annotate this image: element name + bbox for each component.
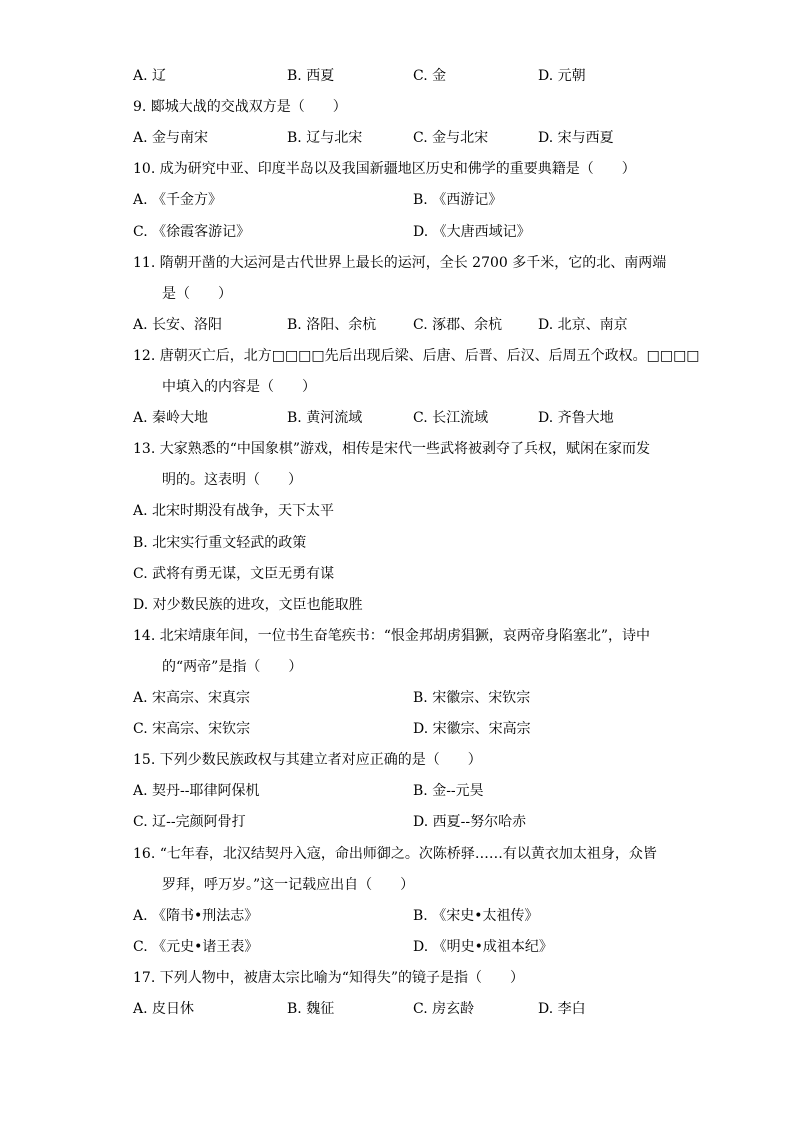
question-stem-continued: 是（ ） bbox=[162, 285, 232, 302]
q14-options-row bbox=[0, 688, 794, 708]
q16-options-row bbox=[0, 906, 794, 926]
answer-option[interactable]: D. 李白 bbox=[538, 1001, 586, 1017]
q15-options-row bbox=[0, 781, 794, 801]
answer-option[interactable]: B. 魏征 bbox=[287, 1001, 335, 1017]
question-stem: 17. 下列人物中，被唐太宗比喻为“知得失”的镜子是指（ ） bbox=[133, 969, 525, 986]
answer-option[interactable]: B. 《宋史•太祖传》 bbox=[413, 907, 539, 924]
question-stem-continued: 中填入的内容是（ ） bbox=[162, 379, 316, 395]
q14-options-row bbox=[0, 719, 794, 739]
answer-option[interactable]: C. 辽--完颜阿骨打 bbox=[133, 814, 246, 831]
answer-option[interactable]: C. 金与北宋 bbox=[413, 130, 489, 147]
answer-option[interactable]: B. 辽与北宋 bbox=[287, 130, 363, 147]
q17-options-row bbox=[0, 999, 794, 1019]
answer-option[interactable]: D. 西夏--努尔哈赤 bbox=[413, 814, 527, 831]
answer-option[interactable]: A. 《隋书•刑法志》 bbox=[133, 907, 259, 924]
question-stem: 15. 下列少数民族政权与其建立者对应正确的是（ ） bbox=[133, 752, 482, 769]
answer-option[interactable]: A. 宋高宗、宋真宗 bbox=[133, 690, 251, 706]
answer-option[interactable]: D. 北京、南京 bbox=[538, 316, 628, 333]
q17-stem-line bbox=[0, 968, 794, 988]
q10-stem-line bbox=[0, 159, 794, 179]
answer-option[interactable]: C. 涿郡、余杭 bbox=[413, 316, 503, 333]
q10-options-row bbox=[0, 190, 794, 210]
answer-option[interactable]: D. 《明史•成祖本纪》 bbox=[413, 938, 553, 955]
q10-options-row bbox=[0, 222, 794, 242]
answer-option[interactable]: C. 金 bbox=[413, 68, 447, 84]
answer-option[interactable]: D. 宋与西夏 bbox=[538, 130, 614, 147]
q12-options-row bbox=[0, 408, 794, 428]
question-stem: 12. 唐朝灭亡后，北方□□□□先后出现后梁、后唐、后晋、后汉、后周五个政权。□□□□ bbox=[133, 347, 700, 364]
answer-option[interactable]: D. 对少数民族的进攻，文臣也能取胜 bbox=[133, 596, 363, 613]
answer-option[interactable]: C. 《徐霞客游记》 bbox=[133, 223, 251, 240]
answer-option[interactable]: A. 《千金方》 bbox=[133, 192, 223, 209]
q13-stem-line bbox=[0, 470, 794, 490]
answer-option[interactable]: B. 《西游记》 bbox=[413, 192, 503, 209]
question-stem: 14. 北宋靖康年间，一位书生奋笔疾书：“恨金邦胡虏猖獗，哀两帝身陷塞北”，诗中 bbox=[133, 627, 651, 644]
q12-stem-line bbox=[0, 377, 794, 397]
answer-option[interactable]: B. 宋徽宗、宋钦宗 bbox=[413, 690, 531, 706]
answer-option[interactable]: A. 辽 bbox=[133, 68, 167, 84]
answer-option[interactable]: C. 《元史•诸王表》 bbox=[133, 938, 259, 955]
q16-options-row bbox=[0, 937, 794, 957]
answer-option[interactable]: B. 北宋实行重文轻武的政策 bbox=[133, 534, 307, 551]
q16-stem-line bbox=[0, 844, 794, 864]
question-stem: 11. 隋朝开凿的大运河是古代世界上最长的运河，全长 2700 多千米，它的北、南两端 bbox=[133, 254, 667, 271]
answer-option[interactable]: B. 洛阳、余杭 bbox=[287, 316, 377, 333]
answer-option[interactable]: D. 宋徽宗、宋高宗 bbox=[413, 721, 531, 738]
answer-option[interactable]: C. 长江流域 bbox=[413, 410, 489, 427]
q15-stem-line bbox=[0, 750, 794, 770]
answer-option[interactable]: D. 元朝 bbox=[538, 68, 586, 84]
q12-stem-line bbox=[0, 346, 794, 366]
q9-stem-line bbox=[0, 97, 794, 117]
answer-option[interactable]: B. 黄河流域 bbox=[287, 410, 363, 427]
answer-option[interactable]: B. 金--元昊 bbox=[413, 783, 484, 800]
answer-option[interactable]: A. 北宋时期没有战争，天下太平 bbox=[133, 503, 335, 520]
answer-option[interactable]: C. 宋高宗、宋钦宗 bbox=[133, 721, 251, 738]
q16-stem-line bbox=[0, 875, 794, 895]
answer-option[interactable]: A. 金与南宋 bbox=[133, 130, 209, 147]
q8-tail-options-row bbox=[0, 66, 794, 86]
q11-options-row bbox=[0, 315, 794, 335]
question-stem: 10. 成为研究中亚、印度半岛以及我国新疆地区历史和佛学的重要典籍是（ ） bbox=[133, 161, 636, 178]
q13-stem-line bbox=[0, 439, 794, 459]
q13-options-row bbox=[0, 595, 794, 615]
q14-stem-line bbox=[0, 657, 794, 677]
question-stem: 9. 郾城大战的交战双方是（ ） bbox=[133, 99, 347, 116]
answer-option[interactable]: C. 武将有勇无谋，文臣无勇有谋 bbox=[133, 565, 335, 582]
question-stem-continued: 罗拜，呼万岁。”这一记载应出自（ ） bbox=[162, 876, 415, 893]
q13-options-row bbox=[0, 533, 794, 553]
q13-options-row bbox=[0, 501, 794, 521]
q11-stem-line bbox=[0, 253, 794, 273]
question-stem: 16. “七年春，北汉结契丹入寇，命出师御之。次陈桥驿……有以黄衣加太祖身，众皆 bbox=[133, 845, 657, 862]
q15-options-row bbox=[0, 812, 794, 832]
answer-option[interactable]: D. 《大唐西域记》 bbox=[413, 223, 531, 240]
answer-option[interactable]: A. 秦岭大地 bbox=[133, 410, 209, 427]
q11-stem-line bbox=[0, 284, 794, 304]
question-stem-continued: 的“两帝”是指（ ） bbox=[162, 658, 303, 675]
answer-option[interactable]: A. 契丹--耶律阿保机 bbox=[133, 783, 260, 800]
answer-option[interactable]: D. 齐鲁大地 bbox=[538, 410, 614, 427]
q14-stem-line bbox=[0, 626, 794, 646]
answer-option[interactable]: A. 长安、洛阳 bbox=[133, 316, 223, 333]
question-stem: 13. 大家熟悉的“中国象棋”游戏，相传是宋代一些武将被剥夺了兵权，赋闲在家而发 bbox=[133, 441, 651, 458]
question-stem-continued: 明的。这表明（ ） bbox=[162, 472, 302, 489]
answer-option[interactable]: A. 皮日休 bbox=[133, 1001, 195, 1017]
q9-options-row bbox=[0, 128, 794, 148]
answer-option[interactable]: B. 西夏 bbox=[287, 68, 335, 84]
answer-option[interactable]: C. 房玄龄 bbox=[413, 1001, 475, 1017]
q13-options-row bbox=[0, 564, 794, 584]
